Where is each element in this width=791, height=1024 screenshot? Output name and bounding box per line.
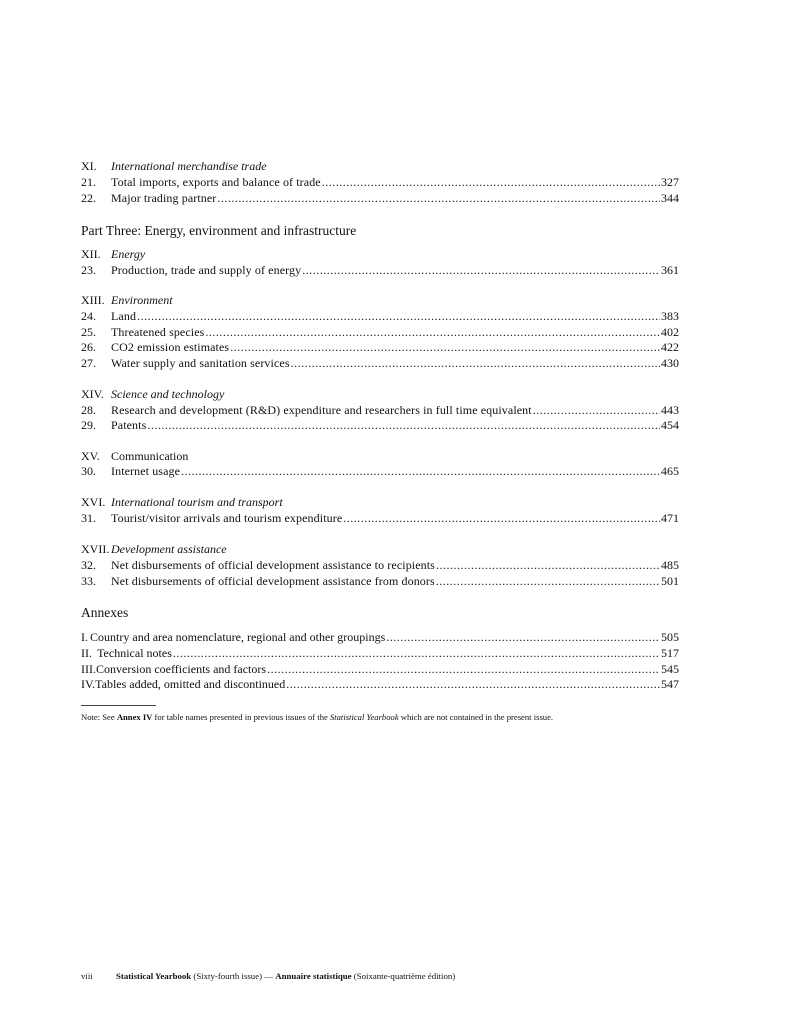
section-heading [81, 449, 679, 464]
entry-title[interactable]: Total imports, exports and balance of trade [111, 175, 321, 189]
entry-title[interactable]: CO2 emission estimates [111, 340, 230, 354]
entry-number: 32. [81, 558, 96, 572]
entry-title[interactable]: Internet usage [111, 464, 181, 478]
entry-page[interactable]: 443 [661, 403, 679, 417]
dot-leader [343, 511, 660, 526]
section-title: Communication [111, 449, 189, 463]
entry-page[interactable]: 501 [661, 574, 679, 588]
toc-entry[interactable] [81, 464, 679, 479]
entry-number: 27. [81, 356, 96, 370]
annex-page[interactable]: 517 [661, 646, 679, 660]
annex-number: III. [81, 662, 96, 676]
annex-number: I. [81, 630, 88, 644]
section-heading [81, 247, 679, 262]
toc-entry[interactable] [81, 356, 679, 371]
entry-page[interactable]: 327 [661, 175, 679, 189]
section-number: XVII. [81, 542, 110, 556]
entry-page[interactable]: 454 [661, 418, 679, 432]
section-title: International tourism and transport [111, 495, 283, 509]
section-title: Science and technology [111, 387, 225, 401]
entry-page[interactable]: 430 [661, 356, 679, 370]
entry-page[interactable]: 361 [661, 263, 679, 277]
entry-title[interactable]: Patents [111, 418, 147, 432]
section-title: International merchandise trade [111, 159, 267, 173]
annexes-heading: Annexes [81, 605, 129, 620]
toc-entry[interactable] [81, 263, 679, 278]
toc-entry[interactable] [81, 511, 679, 526]
toc-entry[interactable] [81, 418, 679, 433]
section-title: Energy [111, 247, 146, 261]
section-number: XII. [81, 247, 101, 261]
entry-page[interactable]: 485 [661, 558, 679, 572]
entry-title[interactable]: Research and development (R&D) expenditure and researchers in full time equivalent [111, 403, 532, 417]
dot-leader [147, 418, 660, 433]
section-number: XVI. [81, 495, 106, 509]
section-number: XIII. [81, 293, 105, 307]
dot-leader [533, 403, 660, 418]
annex-entry[interactable] [81, 630, 679, 645]
entry-page[interactable]: 471 [661, 511, 679, 525]
dot-leader [436, 574, 660, 589]
entry-page[interactable]: 344 [661, 191, 679, 205]
annex-number: IV. [81, 677, 96, 691]
annex-title[interactable]: Tables added, omitted and discontinued [95, 677, 286, 691]
entry-page[interactable]: 422 [661, 340, 679, 354]
entry-number: 22. [81, 191, 96, 205]
toc-entry[interactable] [81, 175, 679, 190]
section-heading [81, 159, 679, 174]
entry-number: 23. [81, 263, 96, 277]
section-number: XV. [81, 449, 100, 463]
annex-title[interactable]: Technical notes [97, 646, 172, 660]
entry-title[interactable]: Tourist/visitor arrivals and tourism expenditure [111, 511, 343, 525]
entry-number: 31. [81, 511, 96, 525]
annex-number: II. [81, 646, 92, 660]
dot-leader [173, 646, 660, 661]
section-heading [81, 495, 679, 510]
annex-entry[interactable] [81, 677, 679, 692]
dot-leader [302, 263, 660, 278]
dot-leader [137, 309, 660, 324]
entry-title[interactable]: Land [111, 309, 137, 323]
dot-leader [286, 677, 660, 692]
dot-leader [291, 356, 660, 371]
dot-leader [217, 191, 660, 206]
entry-number: 30. [81, 464, 96, 478]
entry-page[interactable]: 465 [661, 464, 679, 478]
entry-number: 21. [81, 175, 96, 189]
entry-number: 24. [81, 309, 96, 323]
entry-number: 29. [81, 418, 96, 432]
dot-leader [436, 558, 660, 573]
footnote-divider [81, 705, 156, 706]
entry-number: 26. [81, 340, 96, 354]
toc-entry[interactable] [81, 309, 679, 324]
entry-title[interactable]: Water supply and sanitation services [111, 356, 290, 370]
entry-number: 25. [81, 325, 96, 339]
entry-title[interactable]: Threatened species [111, 325, 205, 339]
part-three-heading: Part Three: Energy, environment and infrastructure [81, 223, 357, 238]
toc-entry[interactable] [81, 340, 679, 355]
section-heading [81, 542, 679, 557]
entry-title[interactable]: Net disbursements of official development assistance to recipients [111, 558, 435, 572]
annex-page[interactable]: 545 [661, 662, 679, 676]
toc-entry[interactable] [81, 574, 679, 589]
toc-entry[interactable] [81, 191, 679, 206]
dot-leader [230, 340, 660, 355]
annex-title[interactable]: Country and area nomenclature, regional and other groupings [90, 630, 386, 644]
entry-page[interactable]: 402 [661, 325, 679, 339]
entry-title[interactable]: Net disbursements of official development assistance from donors [111, 574, 435, 588]
dot-leader [181, 464, 660, 479]
annex-page[interactable]: 505 [661, 630, 679, 644]
toc-entry[interactable] [81, 403, 679, 418]
section-number: XIV. [81, 387, 104, 401]
toc-entry[interactable] [81, 325, 679, 340]
toc-entry[interactable] [81, 558, 679, 573]
entry-title[interactable]: Production, trade and supply of energy [111, 263, 302, 277]
entry-number: 28. [81, 403, 96, 417]
section-title: Environment [111, 293, 173, 307]
dot-leader [267, 662, 660, 677]
annex-entry[interactable] [81, 646, 679, 661]
dot-leader [322, 175, 660, 190]
annex-entry[interactable] [81, 662, 679, 677]
section-number: XI. [81, 159, 97, 173]
entry-title[interactable]: Major trading partner [111, 191, 217, 205]
page-footer: viii Statistical Yearbook (Sixty-fourth issue) — Annuaire statistique (Soixante-quatrième édition) [81, 971, 456, 981]
page-number: viii [81, 971, 93, 981]
entry-number: 33. [81, 574, 96, 588]
annex-title[interactable]: Conversion coefficients and factors [96, 662, 267, 676]
annex-page[interactable]: 547 [661, 677, 679, 691]
dot-leader [386, 630, 660, 645]
dot-leader [205, 325, 660, 340]
footnote: Note: See Annex IV for table names presented in previous issues of the Statistical Yearbook which are not contained in the present issue. [81, 712, 554, 722]
entry-page[interactable]: 383 [661, 309, 679, 323]
section-heading [81, 387, 679, 402]
section-title: Development assistance [111, 542, 227, 556]
section-heading [81, 293, 679, 308]
